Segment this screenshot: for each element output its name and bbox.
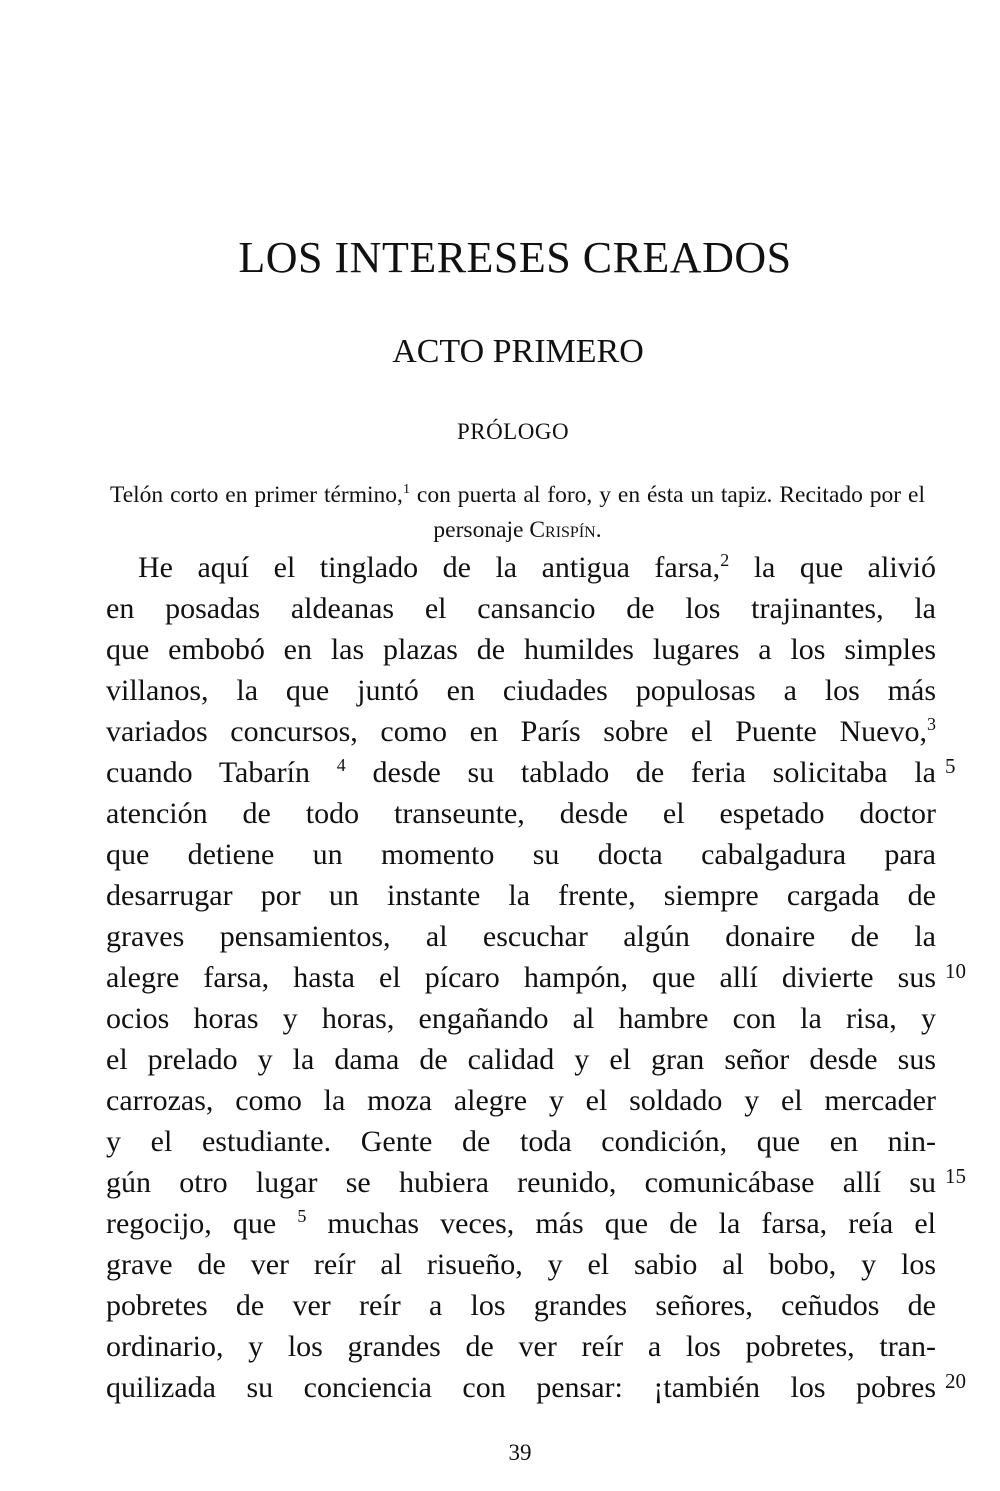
text-line: y el estudiante. Gente de toda condición, que en nin-: [106, 1125, 936, 1158]
page-number: 39: [508, 1440, 532, 1465]
act-heading: ACTO PRIMERO: [392, 333, 644, 370]
footnote-marker: 4: [336, 755, 346, 775]
line-number: 5: [945, 754, 956, 778]
character-name: Crispín: [529, 517, 596, 543]
text-line: villanos, la que juntó en ciudades populosas a los más: [106, 674, 936, 707]
line-number: 20: [945, 1369, 966, 1393]
text-line: que detiene un momento su docta cabalgadura para: [106, 838, 936, 871]
text-line: en posadas aldeanas el cansancio de los trajinantes, la: [106, 592, 936, 625]
line-number: 15: [945, 1164, 966, 1188]
stage-direction: [110, 478, 925, 548]
text-line: regocijo, que $^5$ muchas veces, más que de la farsa, reía el: [106, 1206, 936, 1240]
text-line: quilizada su conciencia con pensar: ¡también los pobres: [106, 1371, 936, 1404]
footnote-marker: 3: [927, 714, 936, 734]
text-line: alegre farsa, hasta el pícaro hampón, que allí divierte sus: [106, 961, 936, 994]
text-line: grave de ver reír al risueño, y el sabio al bobo, y los: [106, 1248, 936, 1281]
text-line: carrozas, como la moza alegre y el soldado y el mercader: [106, 1084, 936, 1117]
text-line: ordinario, y los grandes de ver reír a los pobretes, tran-: [106, 1330, 936, 1363]
text-line: que embobó en las plazas de humildes lugares a los simples: [106, 633, 936, 666]
text-line: pobretes de ver reír a los grandes señores, ceñudos de: [106, 1289, 936, 1322]
text-line: el prelado y la dama de calidad y el gran señor desde sus: [106, 1043, 936, 1076]
stage-direction-text: .: [595, 517, 602, 543]
text-line: cuando Tabarín $^4$ desde su tablado de feria solicitaba la: [106, 755, 936, 789]
text-line: variados concursos, como en París sobre el Puente Nuevo,$^3$: [106, 714, 936, 748]
footnote-marker: 1: [402, 481, 410, 498]
text-line: He aquí el tinglado de la antigua farsa,$^2$ la que alivió: [138, 550, 936, 584]
text-line: ocios horas y horas, engañando al hambre con la risa, y: [106, 1002, 936, 1035]
text-line: desarrugar por un instante la frente, siempre cargada de: [106, 879, 936, 912]
text-line: atención de todo transeunte, desde el espetado doctor: [106, 797, 936, 830]
stage-direction-text: con puerta al foro, y en ésta un tapiz. Recitado por el personaje: [409, 482, 925, 543]
text-line: graves pensamientos, al escuchar algún donaire de la: [106, 920, 936, 953]
play-title: LOS INTERESES CREADOS: [238, 233, 792, 282]
footnote-marker: 2: [720, 550, 730, 570]
stage-direction-text: Telón corto en primer término,: [110, 482, 403, 508]
text-line: gún otro lugar se hubiera reunido, comunicábase allí su: [106, 1166, 936, 1199]
prologue-heading: PRÓLOGO: [456, 419, 570, 444]
line-number: 10: [945, 959, 966, 983]
footnote-marker: 5: [297, 1206, 307, 1226]
